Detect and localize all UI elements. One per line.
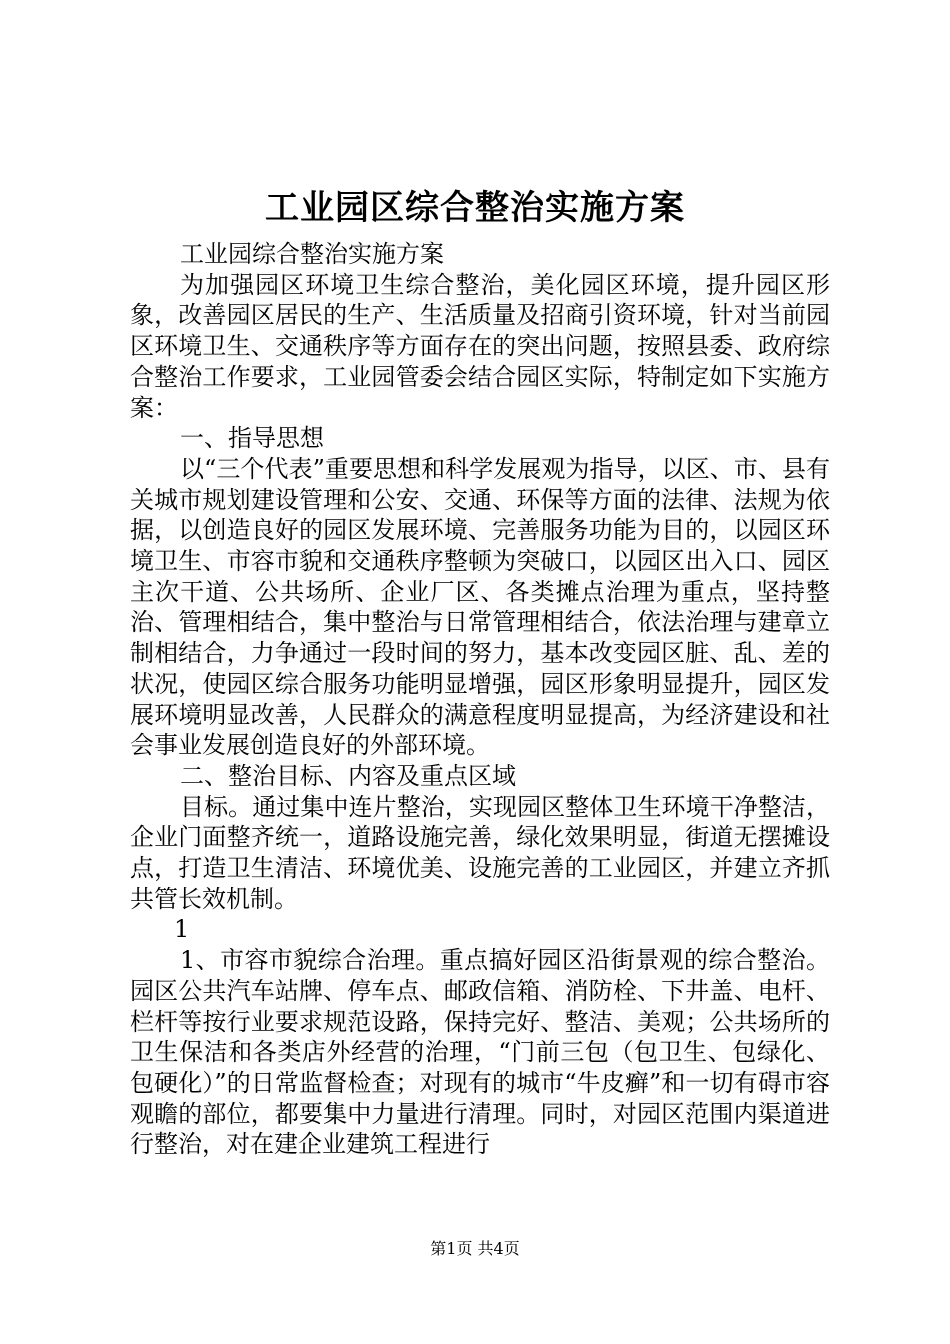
subtitle-paragraph: 工业园综合整治实施方案 — [180, 240, 444, 268]
document-title: 工业园区综合整治实施方案 — [265, 188, 685, 228]
intro-paragraph: 为加强园区环境卫生综合整治，美化园区环境，提升园区形象，改善园区居民的生产、生活质量及招商引资环境，针对当前园区环境卫生、交通秩序等方面存在的突出问题，按照县委、政府综合整治工作要求，工业园管委会结合园区实际，特制定如下实施方案： — [130, 270, 830, 422]
document-body — [130, 239, 830, 1160]
city-appearance-paragraph: 1、市容市貌综合治理。重点搞好园区沿街景观的综合整治。园区公共汽车站牌、停车点、邮政信箱、消防栓、下井盖、电杆、栏杆等按行业要求规范设路，保持完好、整洁、美观；公共场所的卫生保洁和各类店外经营的治理，“门前三包（包卫生、包绿化、包硬化）”的日常监督检查；对现有的城市“牛皮癣”和一切有碍市容观瞻的部位，都要集中力量进行清理。同时，对园区范围内渠道进行整治，对在建企业建筑工程进行 — [130, 946, 830, 1159]
section-heading-guiding-ideology: 一、指导思想 — [180, 424, 324, 453]
section-heading-goals: 二、整治目标、内容及重点区域 — [180, 761, 516, 790]
page-footer: 第1页 共4页 — [430, 1239, 520, 1258]
guiding-ideology-paragraph: 以“三个代表”重要思想和科学发展观为指导，以区、市、县有关城市规划建设管理和公安、交通、环保等方面的法律、法规为依据，以创造良好的园区发展环境、完善服务功能为目的，以园区环境卫生、市容市貌和交通秩序整顿为突破口，以园区出入口、园区主次干道、公共场所、企业厂区、各类摊点治理为重点，坚持整治、管理相结合，集中整治与日常管理相结合，依法治理与建章立制相结合，力争通过一段时间的努力，基本改变园区脏、乱、差的状况，使园区综合服务功能明显增强，园区形象明显提升，园区发展环境明显改善，人民群众的满意程度明显提高，为经济建设和社会事业发展创造良好的外部环境。 — [130, 454, 830, 760]
goals-paragraph: 目标。通过集中连片整治，实现园区整体卫生环境干净整洁，企业门面整齐统一，道路设施完善，绿化效果明显，街道无摆摊设点，打造卫生清洁、环境优美、设施完善的工业园区，并建立齐抓共管长效机制。 — [130, 792, 830, 913]
inline-page-number: 1 — [174, 915, 190, 944]
